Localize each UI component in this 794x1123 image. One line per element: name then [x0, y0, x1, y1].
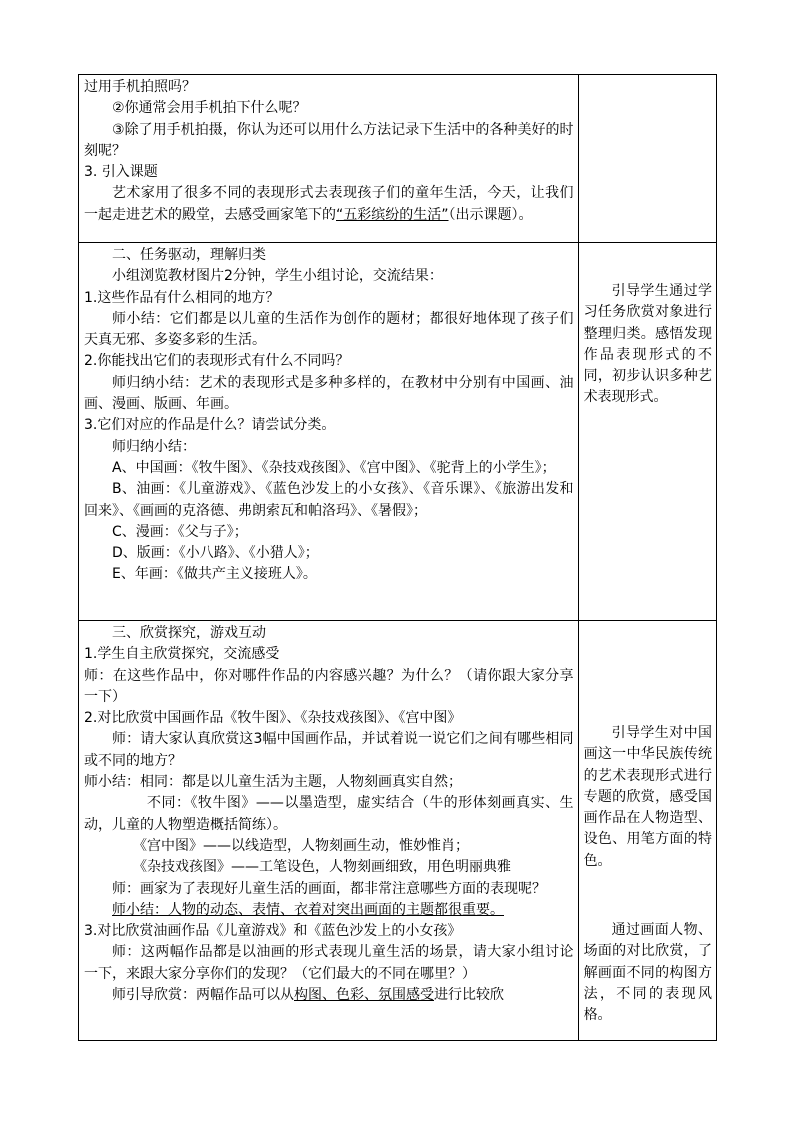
table-row — [79, 243, 717, 621]
text-line: 3.对比欣赏油画作品《儿童游戏》和《蓝色沙发上的小女孩》 — [84, 923, 462, 940]
note-text: 引导学生对中国画这一中华民族传统的艺术表现形式进行专题的欣赏，感受国画作品在人物造型、设色、用笔方面的特色。 — [583, 725, 712, 869]
text-line: ③除了用手机拍摄，你认为还可以用什么方法记录下生活中的各种美好的时刻呢？ — [84, 121, 574, 159]
text-line: 师归纳小结： — [112, 438, 196, 455]
text-line: 小组浏览教材图片2分钟，学生小组讨论，交流结果： — [112, 268, 443, 285]
text-line: 《杂技戏孩图》——工笔设色，人物刻画细致，用色明丽典雅 — [133, 859, 511, 876]
text-line: 师：画家为了表现好儿童生活的画面，都非常注意哪些方面的表现呢？ — [112, 880, 546, 897]
content-cell — [79, 75, 579, 243]
text-line — [84, 985, 574, 1006]
text-line: B、油画：《儿童游戏》、《蓝色沙发上的小女孩》、《音乐课》、《旅游出发和回来》、《画画的克洛德、弗朗索瓦和帕洛玛》、《暑假》； — [84, 481, 574, 519]
text-line: 师：在这些作品中，你对哪件作品的内容感兴趣？为什么？（请你跟大家分享一下） — [84, 667, 574, 705]
note-cell — [578, 243, 716, 621]
text-line: 师：请大家认真欣赏这3幅中国画作品，并试着说一说它们之间有哪些相同或不同的地方？ — [84, 731, 574, 769]
note-cell — [578, 75, 716, 243]
intro-text: 艺术家用了很多不同的表现形式去表现孩子们的童年生活，今天，让我们一起走进艺术的殿堂，去感受画家笔下的 — [84, 185, 574, 223]
note-cell — [578, 621, 716, 1041]
text-line: 师小结：它们都是以儿童的生活作为创作的题材；都很好地体现了孩子们天真无邪、多姿多彩的生活。 — [84, 310, 574, 349]
text-line: 1.这些作品有什么相同的地方？ — [84, 289, 280, 306]
content-cell — [79, 621, 579, 1041]
text-line: E、年画：《做共产主义接班人》。 — [112, 566, 317, 583]
section-heading: 三、欣赏探究，游戏互动 — [112, 625, 266, 641]
last-line-start: 师引导欣赏：两幅作品可以从 — [112, 987, 294, 1004]
text-line: 2.对比欣赏中国画作品《牧牛图》、《杂技戏孩图》、《宫中图》 — [84, 710, 462, 727]
text-line: 师小结：相同：都是以儿童生活为主题，人物刻画真实自然； — [84, 774, 462, 791]
text-line: 师归纳小结：艺术的表现形式是多种多样的，在教材中分别有中国画、油画、漫画、版画、年画。 — [84, 374, 574, 413]
text-line: 过用手机拍照吗？ — [84, 79, 196, 95]
text-line: A、中国画：《牧牛图》、《杂技戏孩图》、《宫中图》、《驼背上的小学生》； — [112, 459, 556, 476]
intro-text-end: （出示课题）。 — [448, 206, 533, 223]
text-line: 2.你能找出它们的表现形式有什么不同吗？ — [84, 353, 350, 370]
text-line: 《宫中图》——以线造型，人物刻画生动，惟妙惟肖； — [133, 837, 469, 854]
text-line: 3.它们对应的作品是什么？请尝试分类。 — [84, 417, 336, 434]
intro-paragraph — [84, 183, 574, 226]
note-text: 通过画面人物、场面的对比欣赏，了解画面不同的构图方法，不同的表现风格。 — [583, 922, 712, 1024]
lesson-plan-table — [78, 74, 717, 1041]
text-line: D、版画：《小八路》、《小猎人》； — [112, 545, 319, 562]
text-line: 师小结：人物的动态、表情、衣着对突出画面的主题都很重要。 — [112, 901, 504, 918]
text-line: C、漫画：《父与子》； — [112, 523, 248, 540]
table-row — [79, 621, 717, 1041]
text-line: 3. 引入课题 — [84, 164, 158, 181]
text-line: 师：这两幅作品都是以油画的形式表现儿童生活的场景，请大家小组讨论一下，来跟大家分享你们的发现？（它们最大的不同在哪里？） — [84, 944, 574, 982]
section-heading: 二、任务驱动，理解归类 — [112, 247, 266, 263]
content-cell — [79, 243, 579, 621]
text-line: 不同：《牧牛图》——以墨造型，虚实结合（牛的形体刻画真实、生动，儿童的人物塑造概括简练）。 — [84, 795, 574, 833]
last-line-end: 进行比较欣 — [434, 987, 504, 1004]
table-row — [79, 75, 717, 243]
last-line-underlined: 构图、色彩、氛围感受 — [294, 987, 434, 1004]
lesson-title: “五彩缤纷的生活” — [336, 206, 449, 223]
text-line: ②你通常会用手机拍下什么呢？ — [112, 100, 307, 117]
note-text: 引导学生通过学习任务欣赏对象进行整理归类。感悟发现作品表现形式的不同，初步认识多种艺术表现形式。 — [583, 283, 712, 406]
text-line: 1.学生自主欣赏探究，交流感受 — [84, 646, 280, 663]
